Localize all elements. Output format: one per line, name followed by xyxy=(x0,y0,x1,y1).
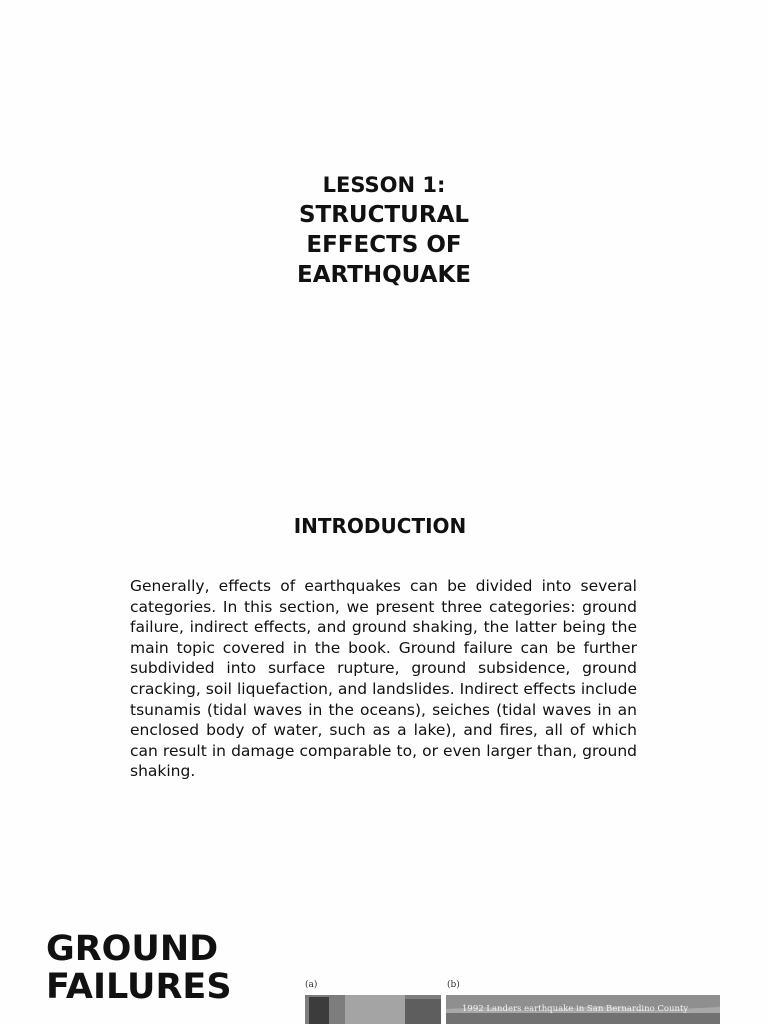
photo-a-illustration xyxy=(305,995,441,1024)
figure-caption-b: 1992 Landers earthquake in San Bernardino County xyxy=(462,1004,689,1014)
figure-photo-a xyxy=(305,995,441,1024)
figure-label-b: (b) xyxy=(447,980,460,990)
ground-failure-figure xyxy=(304,980,720,1024)
ground-failures-heading: GROUND FAILURES xyxy=(46,929,232,1007)
lesson-header xyxy=(0,170,768,290)
figure-photo-b xyxy=(446,995,720,1024)
introduction-paragraph: Generally, effects of earthquakes can be divided into several categories. In this section, we present three categories: ground failure, indirect effects, and ground shaking, the latter being the main topic covered in the book. Ground failure can be further subdivided into surface rupture, ground subsidence, ground cracking, soil liquefaction, and landslides. Indirect effects include tsunamis (tidal waves in the oceans), seiches (tidal waves in an enclosed body of water, such as a lake), and fires, all of which can result in damage comparable to, or even larger than, ground shaking. xyxy=(130,577,637,781)
lesson-title: STRUCTURAL EFFECTS OF EARTHQUAKE xyxy=(297,202,471,288)
introduction-heading: INTRODUCTION xyxy=(293,514,467,538)
figure-label-a: (a) xyxy=(305,980,318,990)
lesson-label: LESSON 1: xyxy=(322,173,446,197)
